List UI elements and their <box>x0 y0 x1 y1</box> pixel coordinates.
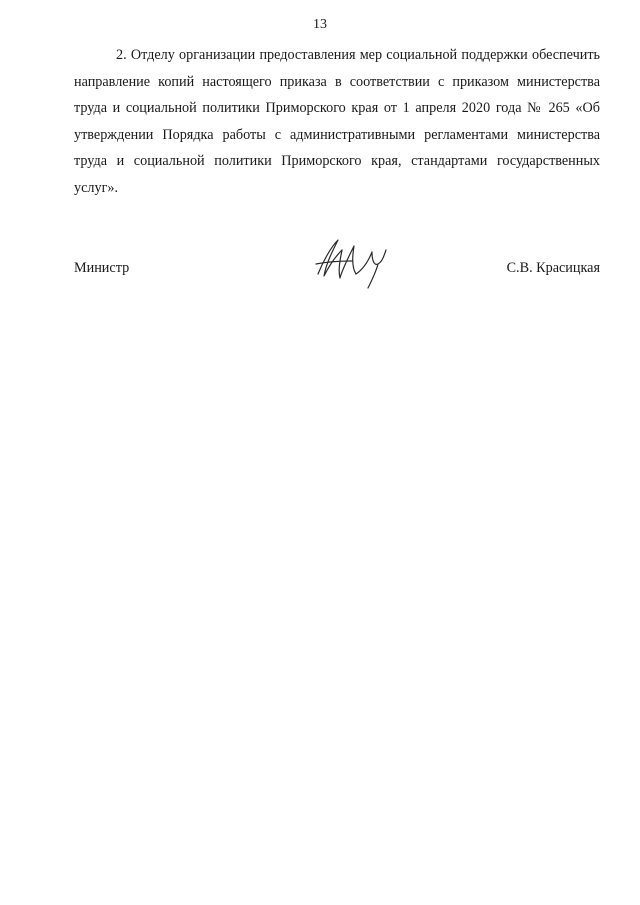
signatory-title: Министр <box>74 260 130 276</box>
signature-block <box>74 242 600 302</box>
body-paragraph: 2. Отделу организации предоставления мер социальной поддержки обеспечить направление копий настоящего приказа в соответствии с приказом министерства труда и социальной политики Приморского края от 1 апреля 2020 года № 265 «Об утверждении Порядка работы с административными регламентами министерства труда и социальной политики Приморского края, стандартами государственных услуг». <box>74 47 600 196</box>
page-number: 13 <box>313 17 327 32</box>
signatory-name: С.В. Красицкая <box>506 260 600 276</box>
handwritten-signature <box>312 234 392 290</box>
